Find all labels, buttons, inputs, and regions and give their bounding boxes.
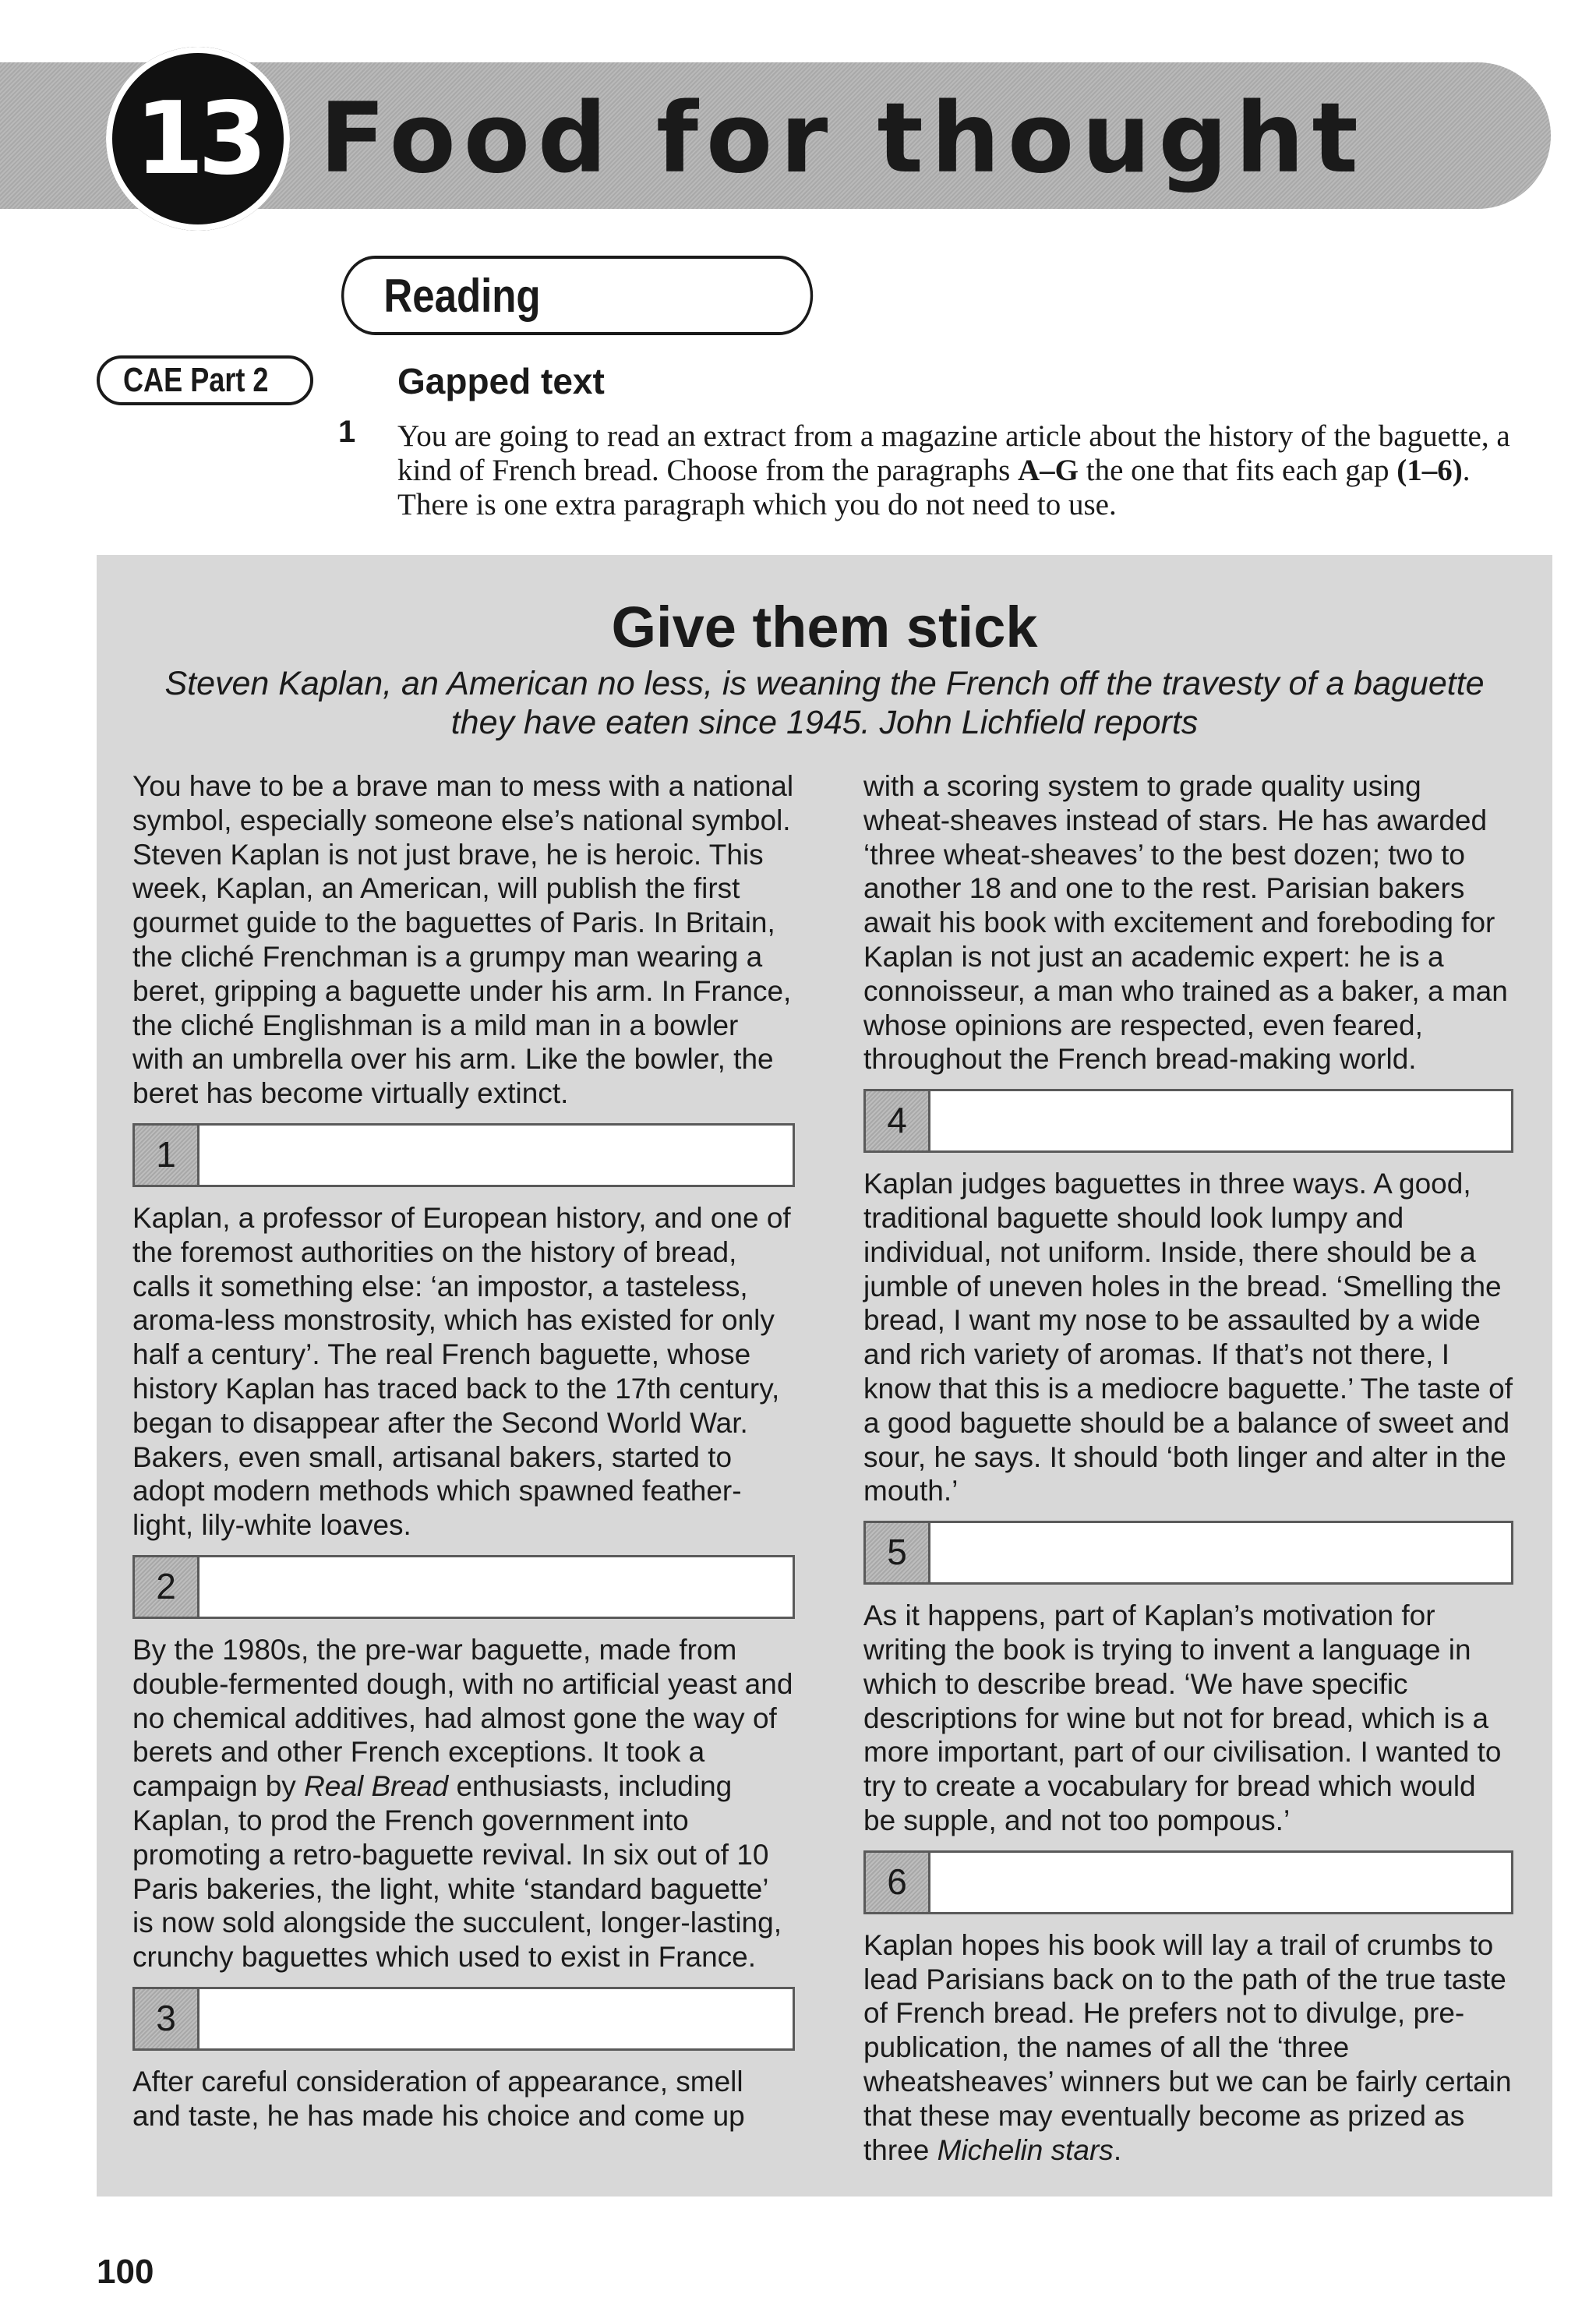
gap-number: 1 <box>135 1126 200 1185</box>
paragraph-text: By the 1980s, the pre-war baguette, made from double-fermented dough, with no artificial yeast and no chemical additives, had almost gone the way of berets and other French exceptions. It took a campaign by <box>132 1633 793 1803</box>
article-paragraph <box>863 1928 1513 2168</box>
exam-part-text: CAE Part 2 <box>123 361 269 399</box>
paragraph-text: . <box>1113 2133 1122 2166</box>
paragraph-italic: Michelin stars <box>937 2133 1114 2166</box>
article-paragraph <box>132 1633 795 1974</box>
chapter-title: Food for thought <box>320 83 1366 195</box>
article-standfirst: Steven Kaplan, an American no less, is weaning the French off the travesty of a baguette they have eaten since 1945. John Lichfield reports <box>164 665 1485 741</box>
article-panel <box>97 555 1552 2197</box>
article-paragraph: As it happens, part of Kaplan’s motivation for writing the book is trying to invent a language in which to describe bread. ‘We have specific descriptions for wine but not for bread, which is a more important, part of our civilisation. I wanted to try to create a vocabulary for bread which would be supple, and not too pompous.’ <box>863 1599 1502 1836</box>
article-left-column <box>132 769 795 2133</box>
gap-box-2[interactable] <box>132 1555 795 1619</box>
gap-box-6[interactable] <box>863 1850 1513 1914</box>
instructions-bold-range: A–G <box>1018 454 1079 487</box>
task-instructions <box>397 419 1520 522</box>
instructions-bold-gaps: (1–6) <box>1396 454 1463 487</box>
gap-box-1[interactable] <box>132 1123 795 1187</box>
instructions-text: the one that fits each gap <box>1079 454 1397 487</box>
gap-box-3[interactable] <box>132 1987 795 2051</box>
gap-box-5[interactable] <box>863 1521 1513 1585</box>
exam-part-label <box>97 355 313 405</box>
paragraph-text: Kaplan hopes his book will lay a trail of crumbs to lead Parisians back on to the path of the true taste of French bread. He prefers not to divulge, pre-publication, the names of all the ‘three wheatsheaves’ winners but we can be fairly certain that these may eventually become as prized as three <box>863 1928 1512 2166</box>
gap-number: 5 <box>866 1523 930 1582</box>
gap-number: 4 <box>866 1091 930 1150</box>
chapter-number-badge: 13 <box>106 47 290 231</box>
article-right-column <box>863 769 1513 2167</box>
gap-number: 3 <box>135 1989 200 2048</box>
gap-number: 6 <box>866 1853 930 1912</box>
reading-section-label: Reading <box>341 256 813 335</box>
article-paragraph: Kaplan judges baguettes in three ways. A good, traditional baguette should look lumpy and individual, not uniform. Inside, there should be a jumble of uneven holes in the bread. ‘Smelling the bread, I want my nose to be assaulted by a wide and rich variety of aromas. If that’s not there, I know that this is a mediocre baguette.’ The taste of a good baguette should be a balance of sweet and sour, he says. It should ‘both linger and alter in the mouth.’ <box>863 1168 1513 1507</box>
task-number: 1 <box>338 415 356 449</box>
page-number: 100 <box>97 2253 154 2291</box>
task-heading: Gapped text <box>397 361 605 401</box>
instructions-text: You are going to read an extract from a magazine article about the history of the baguette, a kind of French bread. Choose from the paragraphs <box>397 419 1510 487</box>
paragraph-text: enthusiasts, including Kaplan, to prod the French government into promoting a retro-baguette revival. In six out of 10 Paris bakeries, the light, white ‘standard baguette’ is now sold alongside the succulent, longer-lasting, crunchy baguettes which used to exist in France. <box>132 1770 782 1974</box>
article-paragraph: with a scoring system to grade quality using wheat-sheaves instead of stars. He has awarded ‘three wheat-sheaves’ to the best dozen; two to another 18 and one to the rest. Parisian bakers await his book with excitement and foreboding for Kaplan is not just an academic expert: he is a connoisseur, a man who trained as a baker, a man whose opinions are respected, even feared, throughout the French bread-making world. <box>863 770 1508 1076</box>
gap-number: 2 <box>135 1557 200 1617</box>
article-paragraph: Kaplan, a professor of European history, and one of the foremost authorities on the history of bread, calls it something else: ‘an impostor, a tasteless, aroma-less monstrosity, which has existed for only half a century’. The real French baguette, whose history Kaplan has traced back to the 17th century, began to disappear after the Second World War. Bakers, even small, artisanal bakers, started to adopt modern methods which spawned feather-light, lily-white loaves. <box>132 1201 791 1542</box>
article-paragraph: After careful consideration of appearance, smell and taste, he has made his choice and come up <box>132 2065 745 2132</box>
instructions-text: . There is one extra paragraph which you do not need to use. <box>397 454 1471 521</box>
paragraph-italic: Real Bread <box>304 1770 449 1803</box>
article-title: Give them stick <box>611 595 1038 659</box>
gap-box-4[interactable] <box>863 1089 1513 1153</box>
article-paragraph: You have to be a brave man to mess with a national symbol, especially someone else’s national symbol. Steven Kaplan is not just brave, he is heroic. This week, Kaplan, an American, will publish the first gourmet guide to the baguettes of Paris. In Britain, the cliché Frenchman is a grumpy man wearing a beret, gripping a baguette under his arm. In France, the cliché Englishman is a mild man in a bowler with an umbrella over his arm. Like the bowler, the beret has become virtually extinct. <box>132 770 794 1110</box>
